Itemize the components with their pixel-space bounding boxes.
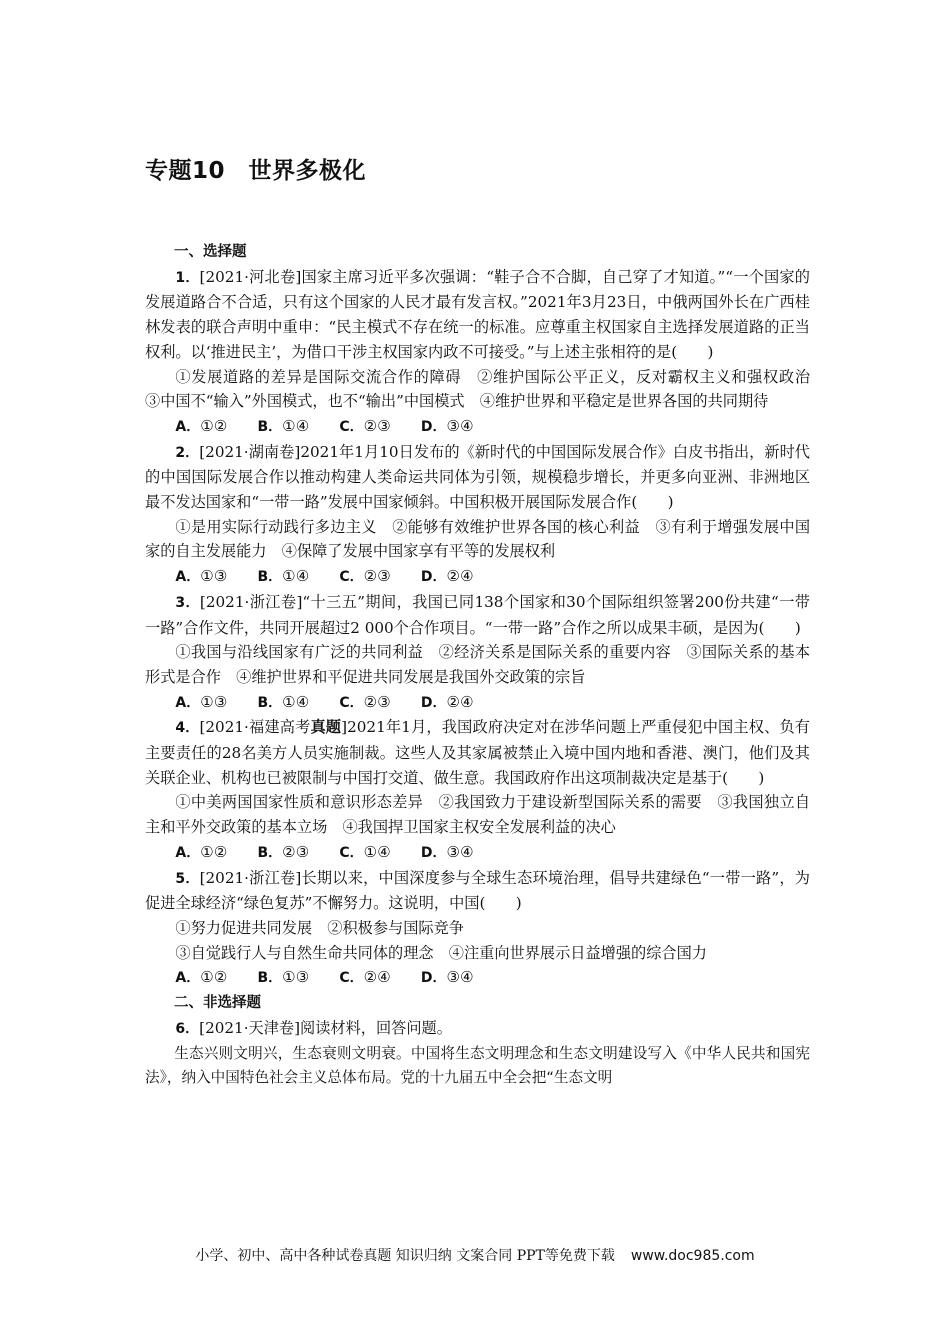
answer-options: [145, 690, 810, 716]
option-d[interactable]: D．③④: [420, 842, 474, 861]
option-b[interactable]: B．②③: [257, 842, 310, 861]
option-a[interactable]: A．①②: [175, 968, 228, 987]
option-a[interactable]: A．①②: [175, 416, 228, 435]
question-items: ①我国与沿线国家有广泛的共同利益 ②经济关系是国际关系的重要内容 ③国际关系的基本形式是合作 ④维护世界和平促进共同发展是我国外交政策的宗旨: [145, 643, 810, 686]
question-items-line-2: ③自觉践行人与自然生命共同体的理念 ④注重向世界展示日益增强的综合国力: [175, 943, 707, 962]
section-heading-nonchoice: 二、非选择题: [174, 995, 261, 1012]
option-c[interactable]: C．②③: [339, 416, 391, 435]
question-source: [2021·天津卷]: [199, 1018, 301, 1037]
footer-text: 小学、初中、高中各种试卷真题 知识归纳 文案合同 PPT等免费下载: [195, 1248, 615, 1264]
reading-material: 生态兴则文明兴，生态衰则文明衰。中国将生态文明理念和生态文明建设写入《中华人民共和国宪法》，纳入中国特色社会主义总体布局。党的十九届五中全会把“生态文明: [145, 1044, 810, 1087]
question-source: [2021·浙江卷]: [199, 592, 303, 611]
question-items-line-1: ①努力促进共同发展 ②积极参与国际竞争: [175, 918, 464, 937]
option-c[interactable]: C．②④: [339, 968, 391, 987]
question-text: 阅读材料，回答问题。: [300, 1018, 452, 1037]
question-number: 2．: [175, 444, 200, 461]
question-stem: [145, 265, 810, 365]
answer-options: [145, 564, 810, 590]
question-stem: [145, 1016, 810, 1042]
option-b[interactable]: B．①③: [257, 968, 310, 987]
question-number: 4．: [175, 720, 200, 737]
document-body: [145, 240, 826, 1091]
page-footer: [0, 1245, 950, 1265]
question-items: ①是用实际行动践行多边主义 ②能够有效维护世界各国的核心利益 ③有利于增强发展中国家的自主发展能力 ④保障了发展中国家享有平等的发展权利: [145, 517, 810, 561]
page-title: 专题10 世界多极化: [145, 158, 367, 184]
question-stem: [145, 715, 810, 790]
question-1: [145, 265, 826, 440]
question-4: [145, 715, 810, 865]
question-source: [2021·福建高考真题]: [199, 718, 348, 737]
option-c[interactable]: C．②③: [339, 567, 391, 586]
question-5: [145, 866, 810, 992]
question-source: [2021·浙江卷]: [199, 868, 302, 887]
question-number: 1．: [175, 269, 200, 286]
option-c[interactable]: C．②③: [339, 692, 391, 711]
question-source: [2021·湖南卷]: [199, 442, 301, 461]
option-c[interactable]: C．①④: [339, 842, 391, 861]
answer-options: [145, 414, 810, 440]
question-text: 2021年1月10日发布的《新时代的中国国际发展合作》白皮书指出，新时代的中国国际发展合作以推动构建人类命运共同体为引领，规模稳步增长，并更多向亚洲、非洲地区最不发达国家和“一带一路”发展中国家倾斜。中国积极开展国际发展合作( ): [145, 442, 810, 512]
option-b[interactable]: B．①④: [257, 416, 310, 435]
option-d[interactable]: D．③④: [420, 968, 474, 987]
question-stem: [145, 866, 810, 916]
question-text: 长期以来，中国深度参与全球生态环境治理，倡导共建绿色“一带一路”，为促进全球经济“绿色复苏”不懈努力。这说明，中国( ): [145, 868, 810, 913]
answer-options: [145, 965, 810, 991]
question-text: “十三五”期间，我国已同138个国家和30个国际组织签署200份共建“一带一路”合作文件，共同开展超过2 000个合作项目。“一带一路”合作之所以成果丰硕，是因为( ): [145, 592, 810, 637]
question-text: 2021年1月，我国政府决定对在涉华问题上严重侵犯中国主权、负有主要责任的28名美方人员实施制裁。这些人及其家属被禁止入境中国内地和香港、澳门，他们及其关联企业、机构也已被限制与中国打交道、做生意。我国政府作出这项制裁决定是基于( ): [145, 718, 810, 787]
option-a[interactable]: A．①③: [175, 692, 228, 711]
question-items: ①发展道路的差异是国际交流合作的障碍 ②维护国际公平正义，反对霸权主义和强权政治 ③中国不“输入”外国模式，也不“输出”中国模式 ④维护世界和平稳定是世界各国的共同期待: [145, 367, 826, 411]
option-b[interactable]: B．①④: [257, 692, 310, 711]
option-a[interactable]: A．①②: [175, 842, 228, 861]
question-6: [145, 1016, 810, 1091]
section-heading-choice: 一、选择题: [174, 244, 247, 260]
answer-options: [145, 840, 810, 866]
question-source: [2021·河北卷]: [199, 267, 302, 286]
question-stem: [145, 440, 810, 515]
question-3: [145, 590, 810, 716]
question-2: [145, 440, 810, 590]
footer-website-link[interactable]: www.doc985.com: [630, 1248, 755, 1264]
option-a[interactable]: A．①③: [175, 567, 228, 586]
option-d[interactable]: D．②④: [420, 692, 474, 711]
question-items: ①中美两国国家性质和意识形态差异 ②我国致力于建设新型国际关系的需要 ③我国独立自主和平外交政策的基本立场 ④我国捍卫国家主权安全发展利益的决心: [145, 793, 810, 837]
question-stem: [145, 590, 810, 640]
question-number: 5．: [175, 870, 200, 887]
option-d[interactable]: D．③④: [420, 416, 474, 435]
question-number: 3．: [175, 594, 200, 611]
option-d[interactable]: D．②④: [420, 567, 474, 586]
question-text: 国家主席习近平多次强调：“鞋子合不合脚，自己穿了才知道。”“一个国家的发展道路合不合适，只有这个国家的人民才最有发言权。”2021年3月23日，中俄两国外长在广西桂林发表的联合声明中重申：“民主模式不存在统一的标准。应尊重主权国家自主选择发展道路的正当权利。以‘推进民主’，为借口干涉主权国家内政不可接受。”与上述主张相符的是( ): [145, 267, 810, 361]
question-number: 6．: [175, 1020, 200, 1037]
option-b[interactable]: B．①④: [257, 567, 310, 586]
